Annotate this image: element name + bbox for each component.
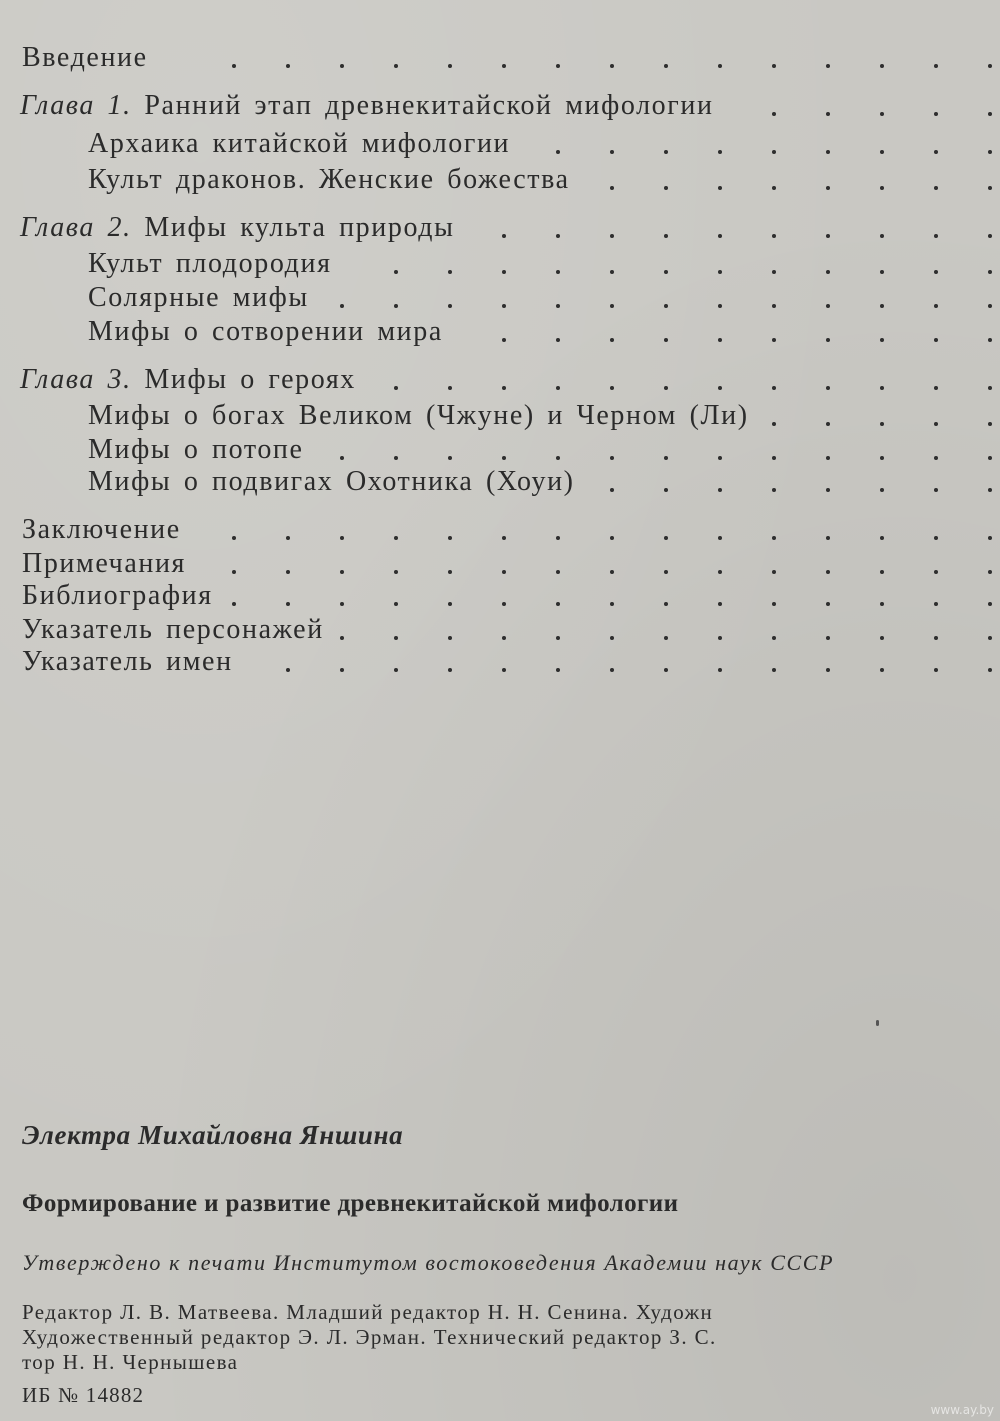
leader-dot	[664, 304, 668, 308]
leader-dot	[340, 570, 344, 574]
leader-dot	[556, 536, 560, 540]
leader-dot	[826, 64, 830, 68]
leader-dot	[826, 234, 830, 238]
leader-dot	[286, 668, 290, 672]
leader-dot	[340, 668, 344, 672]
leader-dot	[394, 304, 398, 308]
leader-dot	[934, 536, 938, 540]
leader-dot	[880, 536, 884, 540]
leader-dot	[502, 536, 506, 540]
leader-dot	[448, 536, 452, 540]
ink-speck	[876, 1020, 879, 1026]
leader-dot	[664, 488, 668, 492]
leader-dot	[610, 636, 614, 640]
leader-dot	[556, 668, 560, 672]
leader-dot	[934, 668, 938, 672]
leader-dot	[826, 488, 830, 492]
leader-dot	[502, 304, 506, 308]
leader-dot	[772, 338, 776, 342]
leader-dot	[448, 570, 452, 574]
imprint-credits	[22, 1300, 717, 1375]
leader-dot	[610, 234, 614, 238]
leader-dot	[988, 602, 992, 606]
leader-dot	[934, 570, 938, 574]
leader-dot	[934, 304, 938, 308]
toc-entry-creation-myths	[0, 314, 1000, 350]
leader-dot	[718, 270, 722, 274]
toc-entry-notes	[0, 546, 1000, 582]
leader-dot	[826, 304, 830, 308]
leader-dot	[610, 536, 614, 540]
leader-dot	[232, 536, 236, 540]
leader-dot	[880, 64, 884, 68]
leader-dot	[610, 386, 614, 390]
leader-dot	[556, 386, 560, 390]
leader-dot	[556, 602, 560, 606]
leader-dot	[718, 186, 722, 190]
leader-dot	[718, 536, 722, 540]
leader-dot	[664, 456, 668, 460]
toc-entry-conclusion	[0, 512, 1000, 548]
leader-dot	[988, 386, 992, 390]
leader-dot	[502, 602, 506, 606]
leader-dot	[880, 234, 884, 238]
leader-dot	[556, 234, 560, 238]
leader-dot	[556, 636, 560, 640]
toc-entry-title: Культ плодородия	[88, 248, 332, 279]
leader-dot	[394, 636, 398, 640]
toc-entry-chapter-2	[0, 210, 1000, 246]
leader-dot	[556, 570, 560, 574]
leader-dot	[610, 270, 614, 274]
leader-dot	[880, 304, 884, 308]
leader-dot	[394, 64, 398, 68]
leader-dot	[394, 668, 398, 672]
leader-dot	[988, 536, 992, 540]
toc-entry-gods-myths	[0, 398, 1000, 434]
leader-dot	[664, 64, 668, 68]
leader-dot	[880, 186, 884, 190]
leader-dot	[988, 338, 992, 342]
leader-dot	[286, 64, 290, 68]
leader-dot	[772, 422, 776, 426]
toc-entry-solar-myths	[0, 280, 1000, 316]
toc-entry-title: Мифы о героях	[144, 364, 356, 395]
toc-entry-chapter-1	[0, 88, 1000, 124]
toc-chapter-label: Глава 2.	[20, 212, 132, 243]
leader-dot	[772, 488, 776, 492]
leader-dot	[556, 270, 560, 274]
leader-dot	[988, 422, 992, 426]
leader-dot	[880, 270, 884, 274]
toc-entry-introduction	[0, 40, 1000, 76]
imprint-author: Электра Михайловна Яншина	[22, 1120, 404, 1150]
leader-dot	[772, 186, 776, 190]
leader-dot	[880, 150, 884, 154]
leader-dot	[610, 338, 614, 342]
leader-dot	[664, 270, 668, 274]
leader-dot	[772, 304, 776, 308]
leader-dot	[448, 64, 452, 68]
leader-dot	[718, 456, 722, 460]
toc-entry-title: Архаика китайской мифологии	[88, 128, 511, 159]
leader-dot	[988, 234, 992, 238]
leader-dot	[772, 536, 776, 540]
toc-entry-title: Солярные мифы	[88, 282, 309, 313]
leader-dot	[448, 636, 452, 640]
leader-dot	[718, 338, 722, 342]
leader-dot	[718, 64, 722, 68]
leader-dot	[448, 270, 452, 274]
toc-entry-character-index	[0, 612, 1000, 648]
leader-dot	[448, 386, 452, 390]
leader-dot	[826, 338, 830, 342]
leader-dot	[772, 64, 776, 68]
leader-dot	[394, 270, 398, 274]
leader-dot	[988, 636, 992, 640]
leader-dot	[772, 668, 776, 672]
leader-dot	[340, 304, 344, 308]
toc-entry-title: Примечания	[22, 548, 187, 579]
leader-dot	[232, 64, 236, 68]
leader-dot	[718, 602, 722, 606]
leader-dot	[826, 150, 830, 154]
leader-dot	[934, 270, 938, 274]
leader-dot	[610, 304, 614, 308]
leader-dot	[664, 536, 668, 540]
toc-entry-title: Библиография	[22, 580, 213, 611]
leader-dot	[826, 386, 830, 390]
leader-dot	[394, 456, 398, 460]
leader-dot	[988, 64, 992, 68]
leader-dot	[232, 602, 236, 606]
toc-entry-bibliography	[0, 578, 1000, 614]
leader-dot	[394, 570, 398, 574]
leader-dot	[826, 456, 830, 460]
leader-dot	[610, 456, 614, 460]
leader-dot	[286, 602, 290, 606]
toc-chapter-label: Глава 3.	[20, 364, 132, 395]
toc-entry-title: Указатель персонажей	[22, 614, 324, 645]
toc-entry-flood-myths	[0, 432, 1000, 468]
toc-entry-title: Мифы о потопе	[88, 434, 304, 465]
leader-dot	[988, 270, 992, 274]
leader-dot	[718, 234, 722, 238]
leader-dot	[826, 570, 830, 574]
leader-dot	[664, 636, 668, 640]
toc-entry-archaic-mythology	[0, 126, 1000, 162]
leader-dot	[610, 570, 614, 574]
leader-dot	[718, 386, 722, 390]
imprint-book-title: Формирование и развитие древнекитайской мифологии	[22, 1190, 679, 1217]
leader-dot	[988, 150, 992, 154]
leader-dot	[880, 602, 884, 606]
leader-dot	[826, 270, 830, 274]
imprint-credits-line: Редактор Л. В. Матвеева. Младший редактор Н. Н. Сенина. Художн	[22, 1300, 714, 1324]
leader-dot	[718, 150, 722, 154]
leader-dot	[394, 602, 398, 606]
leader-dot	[988, 186, 992, 190]
leader-dot	[826, 602, 830, 606]
leader-dot	[556, 456, 560, 460]
leader-dot	[718, 636, 722, 640]
toc-entry-title: Указатель имен	[22, 646, 233, 677]
leader-dot	[664, 570, 668, 574]
leader-dot	[556, 304, 560, 308]
leader-dot	[772, 112, 776, 116]
leader-dot	[610, 64, 614, 68]
leader-dot	[988, 456, 992, 460]
leader-dot	[772, 150, 776, 154]
leader-dot	[502, 386, 506, 390]
leader-dot	[340, 636, 344, 640]
leader-dot	[664, 234, 668, 238]
leader-dot	[934, 422, 938, 426]
toc-entry-chapter-3	[0, 362, 1000, 398]
leader-dot	[664, 338, 668, 342]
imprint-approval: Утверждено к печати Институтом востоковедения Академии наук СССР	[22, 1250, 835, 1275]
leader-dot	[772, 270, 776, 274]
leader-dot	[394, 386, 398, 390]
leader-dot	[772, 456, 776, 460]
leader-dot	[934, 338, 938, 342]
leader-dot	[880, 338, 884, 342]
toc-entry-title: Заключение	[22, 514, 181, 545]
leader-dot	[502, 668, 506, 672]
leader-dot	[502, 456, 506, 460]
leader-dot	[340, 536, 344, 540]
leader-dot	[610, 668, 614, 672]
leader-dot	[610, 602, 614, 606]
leader-dot	[448, 304, 452, 308]
leader-dot	[556, 150, 560, 154]
leader-dot	[880, 668, 884, 672]
leader-dot	[772, 386, 776, 390]
leader-dot	[772, 570, 776, 574]
leader-dot	[502, 234, 506, 238]
leader-dot	[880, 488, 884, 492]
leader-dot	[718, 304, 722, 308]
leader-dot	[988, 112, 992, 116]
leader-dot	[610, 150, 614, 154]
leader-dot	[988, 570, 992, 574]
toc-entry-title: Мифы культа природы	[144, 212, 455, 243]
leader-dot	[826, 186, 830, 190]
leader-dot	[718, 668, 722, 672]
leader-dot	[934, 64, 938, 68]
leader-dot	[286, 570, 290, 574]
leader-dot	[664, 668, 668, 672]
leader-dot	[934, 602, 938, 606]
leader-dot	[340, 456, 344, 460]
leader-dot	[772, 602, 776, 606]
leader-dot	[880, 456, 884, 460]
toc-entry-dragon-cult	[0, 162, 1000, 198]
toc-entry-name-index	[0, 644, 1000, 680]
toc-entry-title: Мифы о сотворении мира	[88, 316, 443, 347]
leader-dot	[502, 338, 506, 342]
leader-dot	[772, 636, 776, 640]
leader-dot	[880, 636, 884, 640]
leader-dot	[934, 488, 938, 492]
leader-dot	[934, 456, 938, 460]
leader-dot	[718, 488, 722, 492]
toc-entry-title: Введение	[22, 42, 148, 73]
leader-dot	[880, 422, 884, 426]
leader-dot	[556, 64, 560, 68]
leader-dot	[826, 112, 830, 116]
leader-dot	[772, 234, 776, 238]
leader-dot	[988, 304, 992, 308]
leader-dot	[988, 668, 992, 672]
leader-dot	[448, 602, 452, 606]
leader-dot	[448, 456, 452, 460]
toc-chapter-label: Глава 1.	[20, 90, 132, 121]
leader-dot	[610, 488, 614, 492]
leader-dot	[556, 338, 560, 342]
leader-dot	[826, 636, 830, 640]
leader-dot	[934, 150, 938, 154]
toc-entry-title: Ранний этап древнекитайской мифологии	[144, 90, 714, 121]
leader-dot	[232, 570, 236, 574]
leader-dot	[826, 668, 830, 672]
leader-dot	[664, 602, 668, 606]
leader-dot	[610, 186, 614, 190]
imprint-credits-line: тор Н. Н. Чернышева	[22, 1350, 239, 1374]
toc-entry-title: Мифы о подвигах Охотника (Хоуи)	[88, 466, 575, 497]
leader-dot	[934, 186, 938, 190]
leader-dot	[502, 636, 506, 640]
leader-dot	[880, 386, 884, 390]
toc-entry-fertility-cult	[0, 246, 1000, 282]
leader-dot	[934, 112, 938, 116]
leader-dot	[988, 488, 992, 492]
leader-dot	[826, 536, 830, 540]
leader-dot	[664, 386, 668, 390]
leader-dot	[394, 536, 398, 540]
leader-dot	[934, 386, 938, 390]
leader-dot	[502, 570, 506, 574]
leader-dot	[340, 602, 344, 606]
leader-dot	[826, 422, 830, 426]
watermark: www.ay.by	[930, 1403, 994, 1417]
leader-dot	[502, 64, 506, 68]
leader-dot	[286, 536, 290, 540]
toc-entry-hunter-myths	[0, 464, 1000, 500]
leader-dot	[664, 150, 668, 154]
leader-dot	[718, 570, 722, 574]
leader-dot	[934, 234, 938, 238]
leader-dot	[340, 64, 344, 68]
toc-entry-title: Культ драконов. Женские божества	[88, 164, 570, 195]
imprint-ib-number: ИБ № 14882	[22, 1383, 145, 1407]
leader-dot	[448, 668, 452, 672]
leader-dot	[880, 112, 884, 116]
leader-dot	[502, 270, 506, 274]
leader-dot	[664, 186, 668, 190]
leader-dot	[880, 570, 884, 574]
leader-dot	[934, 636, 938, 640]
toc-entry-title: Мифы о богах Великом (Чжуне) и Черном (Ли)	[88, 400, 749, 431]
imprint-credits-line: Художественный редактор Э. Л. Эрман. Технический редактор З. С.	[22, 1325, 717, 1349]
